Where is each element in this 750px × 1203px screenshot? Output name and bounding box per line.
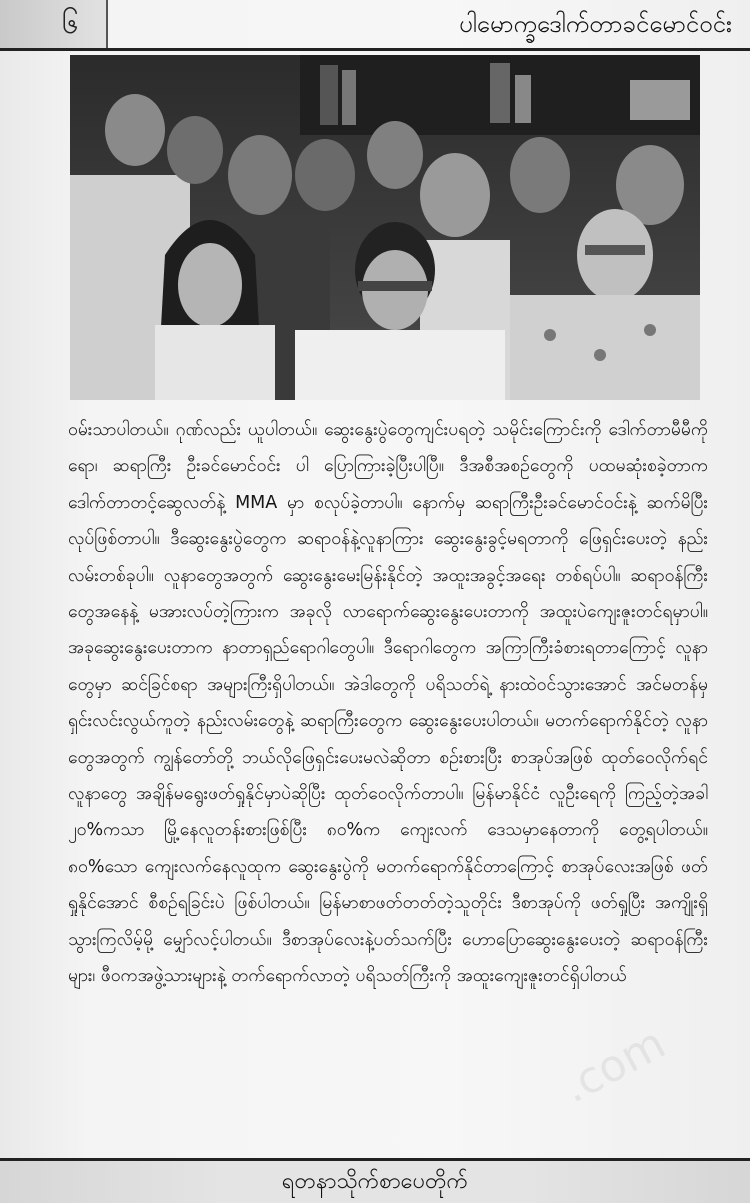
book-title: ပါမောက္ခဒေါက်တာခင်မောင်ဝင်း <box>458 10 732 38</box>
watermark: .com <box>554 1017 674 1114</box>
group-photo <box>70 55 700 400</box>
paragraph-text: ဝမ်းသာပါတယ်။ ဂုဏ်လည်း ယူပါတယ်။ ဆွေးနွေးပွဲတွေကျင်းပရတဲ့ သမိုင်းကြောင်းကို ဒေါက်တာမီမီကိုရော၊ ဆရာကြီး ဦးခင်မောင်ဝင်း ပါ ပြောကြားခဲ့ပြီးပါပြီ။ ဒီအစီအစဉ်တွေကို ပထမဆုံးစခဲ့တာက ဒေါက်တာတင့်ဆွေလတ်နဲ့ MMA မှာ စလုပ်ခဲ့တာပါ။ နောက်မှ ဆရာကြီးဦးခင်မောင်ဝင်းနဲ့ ဆက်မိပြီး လုပ်ဖြစ်တာပါ။ ဒီဆွေးနွေးပွဲတွေက ဆရာဝန်နဲ့လူနာကြား ဆွေးနွေးခွင့်မရတာကို ဖြေရှင်းပေးတဲ့ နည်းလမ်းတစ်ခုပါ။ လူနာတွေအတွက် ဆွေးနွေးမေးမြန်းနိုင်တဲ့ အထူးအခွင့်အရေး တစ်ရပ်ပါ။ ဆရာဝန်ကြီးတွေအနေနဲ့ မအားလပ်တဲ့ကြားက အခုလို လာရောက်ဆွေးနွေးပေးတာကို အထူးပဲကျေးဇူးတင်ရမှာပါ။ အခုဆွေးနွေးပေးတာက နာတာရှည်ရောဂါတွေပါ။ ဒီရောဂါတွေက အကြာကြီးခံစားရတာကြောင့် လူနာတွေမှာ ဆင်ခြင်စရာ အများကြီးရှိပါတယ်။ အဲဒါတွေကို ပရိသတ်ရဲ့ နားထဲဝင်သွားအောင် အင်မတန်မှ ရှင်းလင်းလွယ်ကူတဲ့ နည်းလမ်းတွေနဲ့ ဆရာကြီးတွေက ဆွေးနွေးပေးပါတယ်။ မတက်ရောက်နိုင်တဲ့ လူနာတွေအတွက် ကျွန်တော်တို့ ဘယ်လိုဖြေရှင်းပေးမလဲဆိုတာ စဉ်းစားပြီး စာအုပ်အဖြစ် ထုတ်ဝေလိုက်ရင် လူနာတွေ အချိန်မရွေးဖတ်ရှုနိုင်မှာပဲဆိုပြီး ထုတ်ဝေလိုက်တာပါ။ မြန်မာနိုင်ငံ လူဦးရေကို ကြည့်တဲ့အခါ ၂၀%ကသာ မြို့နေလူတန်းစားဖြစ်ပြီး ၈၀%က ကျေးလက် ဒေသမှာနေတာကို တွေ့ရပါတယ်။ ၈၀%သော ကျေးလက်နေလူထုက ဆွေးနွေးပွဲကို မတက်ရောက်နိုင်တာကြောင့် စာအုပ်လေးအဖြစ် ဖတ်ရှုနိုင်အောင် စီစဉ်ရခြင်းပဲ ဖြစ်ပါတယ်။ မြန်မာစာဖတ်တတ်တဲ့သူတိုင်း ဒီစာအုပ်ကို ဖတ်ရှုပြီး အကျိုးရှိသွားကြလိမ့်မို့ မျှော်လင့်ပါတယ်။ ဒီစာအုပ်လေးနဲ့ပတ်သက်ပြီး ဟောပြောဆွေးနွေးပေးတဲ့ ဆရာဝန်ကြီးများ၊ ဖီဝကအဖွဲ့သားများနဲ့ တက်ရောက်လာတဲ့ ပရိသတ်ကြီးကို အထူးကျေးဇူးတင်ရှိပါတယ် <box>68 420 708 987</box>
page-number: ၆ <box>0 0 108 48</box>
body-paragraph <box>68 412 708 995</box>
page-footer <box>0 1158 750 1203</box>
people-seated-photo-icon <box>70 55 700 400</box>
page-header <box>0 0 750 51</box>
publisher-name: ရတနာသိုက်စာပေတိုက် <box>281 1169 469 1194</box>
